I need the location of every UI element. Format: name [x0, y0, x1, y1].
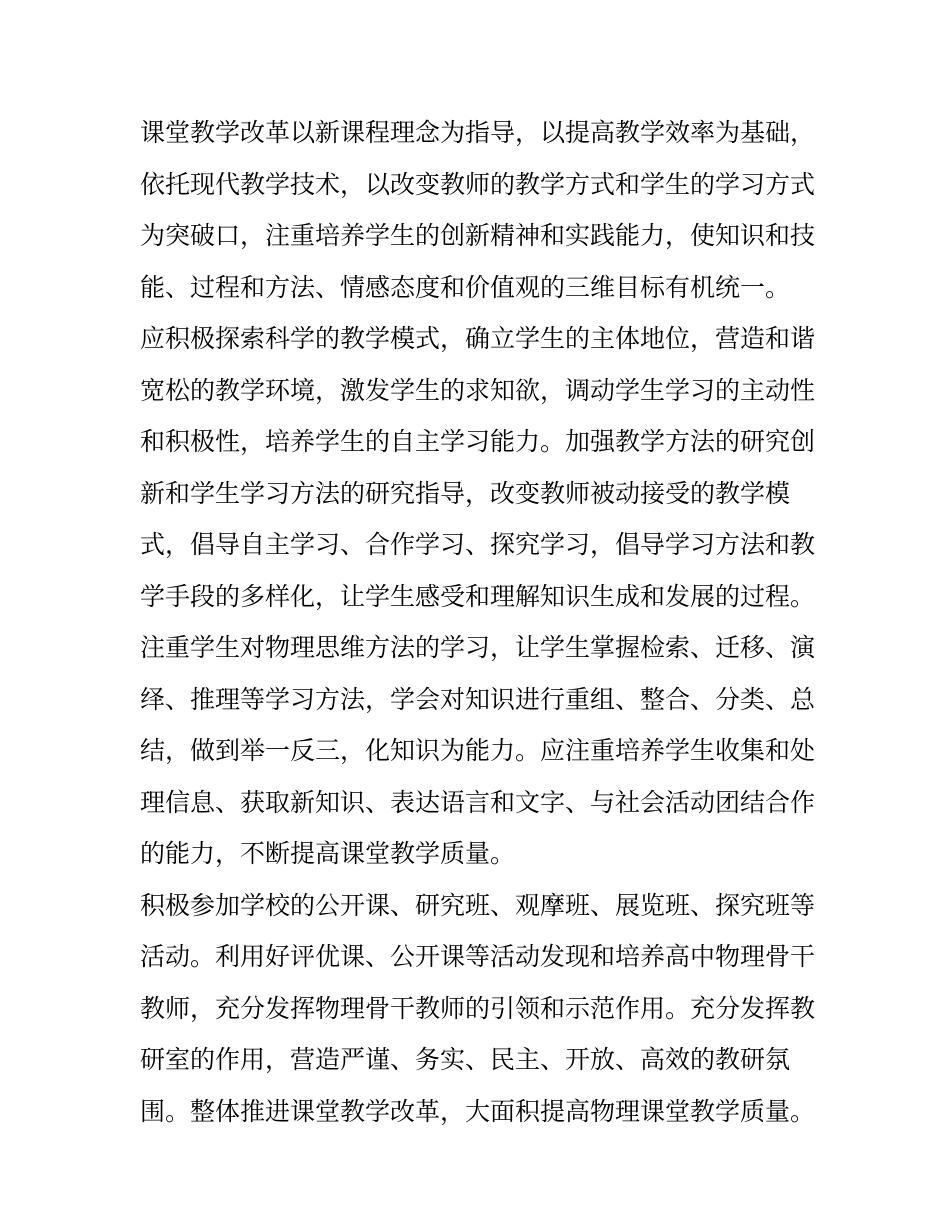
text-line: 学手段的多样化，让学生感受和理解知识生成和发展的过程。	[140, 581, 816, 611]
text-line: 课堂教学改革以新课程理念为指导，以提高教学效率为基础，	[140, 118, 816, 147]
text-line: 应积极探索科学的教学模式，确立学生的主体地位，营造和谐	[140, 324, 816, 353]
text-line: 围。整体推进课堂教学改革，大面积提高物理课堂教学质量。	[140, 1096, 816, 1126]
text-line: 注重学生对物理思维方法的学习，让学生掌握检索、迁移、演	[140, 633, 816, 662]
text-line: 宽松的教学环境，激发学生的求知欲，调动学生学习的主动性	[140, 375, 816, 405]
text-line: 新和学生学习方法的研究指导，改变教师被动接受的教学模	[140, 478, 791, 508]
text-line: 活动。利用好评优课、公开课等活动发现和培养高中物理骨干	[140, 942, 816, 971]
text-line: 和积极性，培养学生的自主学习能力。加强教学方法的研究创	[140, 427, 816, 456]
text-line: 依托现代教学技术，以改变教师的教学方式和学生的学习方式	[140, 169, 816, 199]
text-line: 为突破口，注重培养学生的创新精神和实践能力，使知识和技	[140, 221, 816, 250]
text-line: 的能力，不断提高课堂教学质量。	[140, 839, 516, 868]
text-line: 研室的作用，营造严谨、务实、民主、开放、高效的教研氛	[140, 1045, 791, 1074]
text-line: 结，做到举一反三，化知识为能力。应注重培养学生收集和处	[140, 736, 816, 765]
text-line: 式，倡导自主学习、合作学习、探究学习，倡导学习方法和教	[140, 530, 816, 559]
text-line: 能、过程和方法、情感态度和价值观的三维目标有机统一。	[140, 272, 791, 302]
text-line: 教师，充分发挥物理骨干教师的引领和示范作用。充分发挥教	[140, 993, 816, 1023]
text-line: 积极参加学校的公开课、研究班、观摩班、展览班、探究班等	[140, 890, 816, 920]
text-line: 理信息、获取新知识、表达语言和文字、与社会活动团结合作	[140, 787, 816, 817]
document-body	[140, 107, 816, 1137]
text-line: 绎、推理等学习方法，学会对知识进行重组、整合、分类、总	[140, 684, 816, 714]
